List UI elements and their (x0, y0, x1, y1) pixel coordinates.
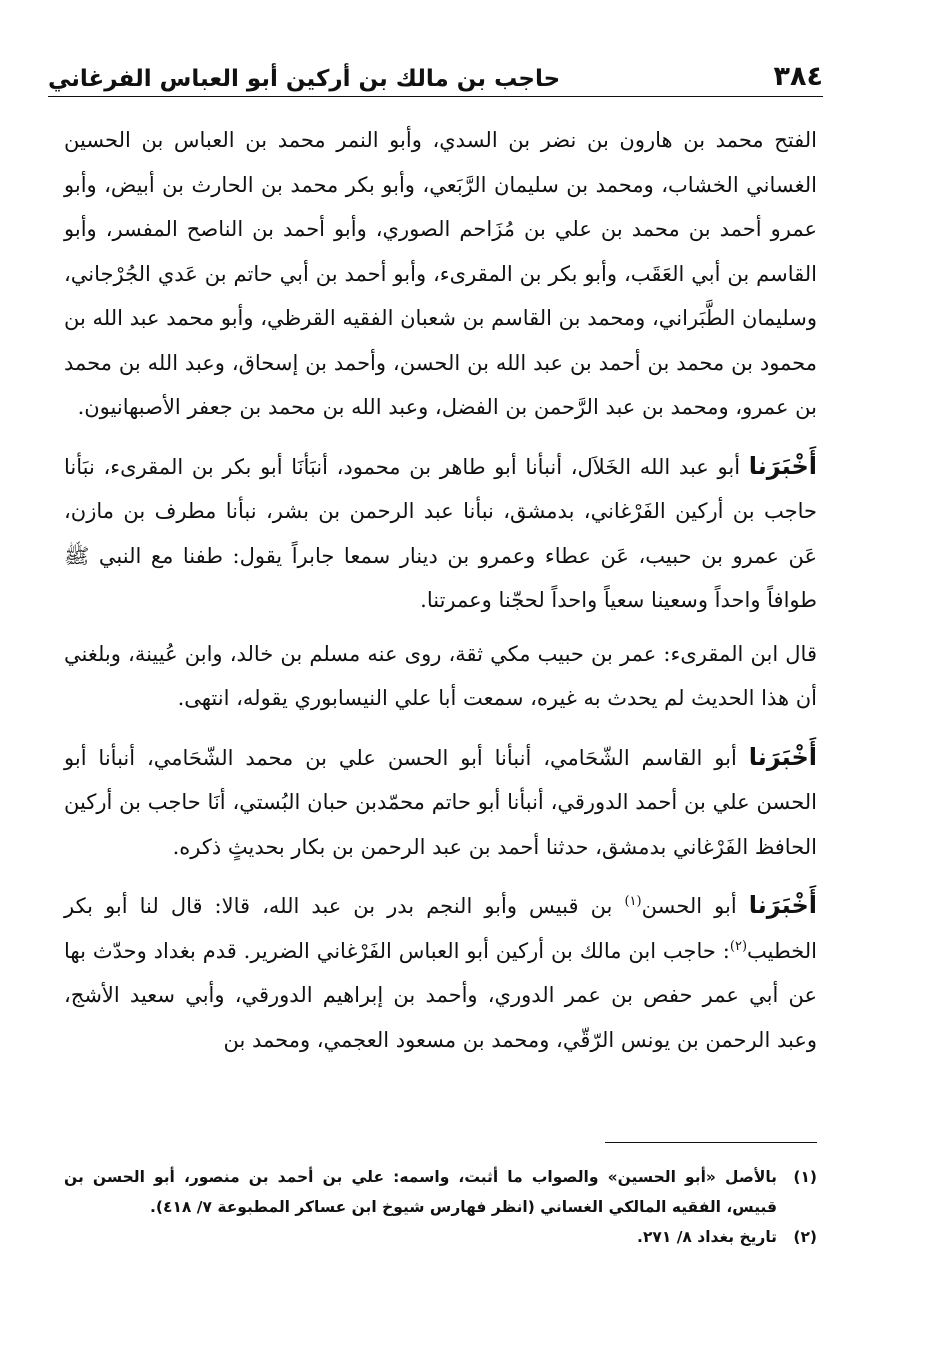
page-number: ٣٨٤ (773, 61, 823, 92)
footnote-1 (64, 1162, 817, 1222)
akhbarana-keyword: أَخْبَرَنا (748, 891, 817, 919)
paragraph-1 (64, 118, 817, 430)
paragraph-text: أبو الحسن (641, 894, 749, 918)
header-rule (48, 96, 823, 97)
paragraph-2 (64, 444, 817, 623)
paragraph-text: : حاجب ابن مالك بن أركين أبو العباس الفَرْغاني الضرير. قدم بغداد وحدّث بها عن أبي عمر حفص بن عمر الدوري، وأحمد بن إبراهيم الدورقي، وأبي سعيد الأشج، وعبد الرحمن بن يونس الرّقّي، ومحمد بن مسعود العجمي، ومحمد بن (64, 938, 817, 1052)
footnote-text: بالأصل «أبو الحسين» والصواب ما أثبت، واسمه: علي بن أحمد بن منصور، أبو الحسن بن قبيس، الفقيه المالكي الغساني (انظر فهارس شيوخ ابن عساكر المطبوعة ٧/ ٤١٨). (64, 1168, 777, 1216)
footnote-2 (64, 1222, 817, 1252)
footnote-number: (١) (793, 1168, 817, 1186)
paragraph-4 (64, 735, 817, 870)
paragraph-text: الفتح محمد بن هارون بن نضر بن السدي، وأبو النمر محمد بن العباس بن الحسين الغساني الخشاب، ومحمد بن سليمان الرَّبَعي، وأبو بكر محمد بن الحارث بن أبيض، وأبو عمرو أحمد بن محمد بن علي بن مُزَاحم الصوري، وأبو أحمد بن الناصح المفسر، وأبو القاسم بن أبي العَقَب، وأبو بكر بن المقرىء، وأبو أحمد بن أبي حاتم بن عَدي الجُرْجاني، وسليمان الطَّبَراني، ومحمد بن القاسم بن شعبان الفقيه القرظي، وأبو محمد عبد الله بن محمود بن محمد بن أحمد بن عبد الله بن الحسن، وأحمد بن إسحاق، وعبد الله بن محمد بن عمرو، ومحمد بن عبد الرَّحمن بن الفضل، وعبد الله بن محمد بن جعفر الأصبهانيون. (64, 128, 817, 419)
footnote-separator (605, 1142, 817, 1143)
paragraph-text: أبو القاسم الشّحَامي، أنبأنا أبو الحسن علي بن محمد الشّحَامي، أنبأنا أبو الحسن علي بن أحمد الدورقي، أنبأنا أبو حاتم محمّدبن حبان البُستي، أنَا حاجب بن أركين الحافظ الفَرْغاني بدمشق، حدثنا أحمد بن عبد الرحمن بن بكار بحديثٍ ذكره. (64, 745, 817, 859)
footnotes (64, 1162, 817, 1252)
footnote-ref-1[interactable]: (١) (624, 894, 642, 909)
paragraph-text: أبو عبد الله الخَلاَل، أنبأنا أبو طاهر بن محمود، أنبَأنَا أبو بكر بن المقرىء، نبَأنا حاجب بن أركين الفَرْغاني، بدمشق، نبأنا عبد الرحمن بن بشر، نبأنا مطرف بن مازن، عَن عمرو بن حبيب، عَن عطاء وعمرو بن دينار سمعا جابراً يقول: طفنا مع النبي ﷺ طوافاً واحداً وسعينا سعياً واحداً لحجّنا وعمرتنا. (64, 454, 817, 612)
page-header (48, 56, 823, 92)
akhbarana-keyword: أَخْبَرَنا (748, 742, 817, 771)
paragraph-5 (64, 883, 817, 1062)
akhbarana-keyword: أَخْبَرَنا (748, 451, 817, 480)
footnote-ref-2[interactable]: (٢) (729, 938, 748, 954)
footnote-number: (٢) (793, 1228, 817, 1246)
footnote-text: تاريخ بغداد ٨/ ٢٧١. (637, 1228, 777, 1246)
running-title: حاجب بن مالك بن أركين أبو العباس الفرغاني (48, 66, 561, 92)
body-text (64, 118, 817, 1062)
paragraph-3 (64, 632, 817, 721)
paragraph-text: بن قبيس وأبو النجم بدر بن عبد الله، قالا: قال لنا أبو بكر الخطيب (64, 894, 817, 963)
paragraph-text: قال ابن المقرىء: عمر بن حبيب مكي ثقة، روى عنه مسلم بن خالد، وابن عُيينة، وبلغني أن هذا الحديث لم يحدث به غيره، سمعت أبا علي النيسابوري يقوله، انتهى. (64, 641, 817, 710)
